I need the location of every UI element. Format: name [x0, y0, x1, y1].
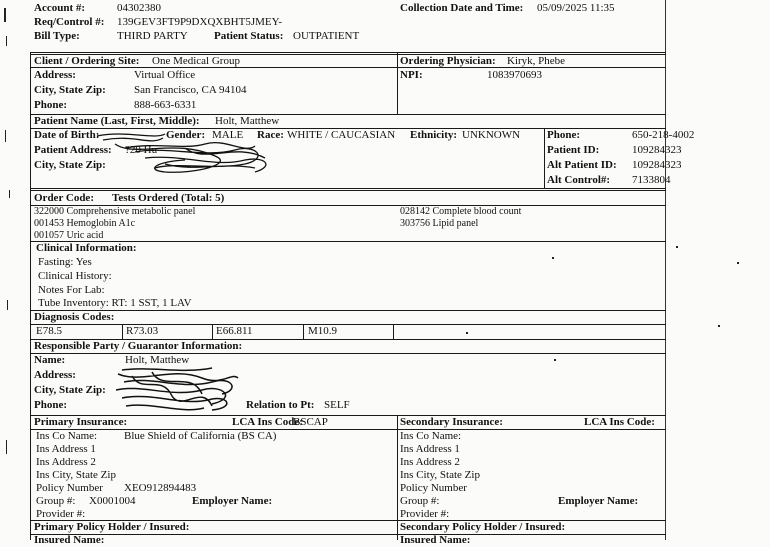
- client-city-value: San Francisco, CA 94104: [134, 84, 247, 96]
- ins-co-name-value: Blue Shield of California (BS CA): [124, 430, 277, 442]
- guarantor-title: Responsible Party / Guarantor Information:: [34, 340, 243, 352]
- patient-id-value: 109284323: [632, 144, 682, 156]
- policy-label: Policy Number: [36, 482, 103, 494]
- alt-patient-id-label: Alt Patient ID:: [547, 159, 617, 171]
- redaction-scribble: [112, 364, 244, 418]
- gender-label: Gender:: [166, 129, 206, 141]
- right-margin-line: [665, 0, 666, 540]
- guarantor-phone-label: Phone:: [34, 399, 67, 411]
- lca-code-label: LCA Ins Code:: [232, 416, 303, 428]
- frame-top: [30, 52, 666, 53]
- diagnosis-code: M10.9: [308, 325, 338, 337]
- req-label: Req/Control #:: [34, 16, 105, 28]
- clinical-notes: Notes For Lab:: [38, 284, 105, 296]
- secondary-insurance-label: Secondary Insurance:: [400, 416, 503, 428]
- policy-value: XEO912894483: [124, 482, 197, 494]
- insurance-divider: [397, 415, 398, 540]
- primary-holder-label: Primary Policy Holder / Insured:: [34, 521, 190, 533]
- client-phone-value: 888-663-6331: [134, 99, 197, 111]
- orders-line-top: [30, 188, 666, 189]
- order-code-label: Order Code:: [34, 192, 94, 204]
- clinical-title: Clinical Information:: [36, 242, 137, 254]
- race-label: Race:: [257, 129, 284, 141]
- patient-phone-label: Phone:: [547, 129, 580, 141]
- patient-id-divider: [544, 128, 545, 188]
- patient-status-value: OUTPATIENT: [293, 30, 360, 42]
- sec-group-label: Group #:: [400, 495, 440, 507]
- client-address-label: Address:: [34, 69, 76, 81]
- scan-speck: [718, 325, 720, 327]
- ins-co-name-label: Ins Co Name:: [36, 430, 98, 442]
- relation-label: Relation to Pt:: [246, 399, 315, 411]
- provider-label: Provider #:: [36, 508, 86, 520]
- sec-policy-label: Policy Number: [400, 482, 467, 494]
- holders-header-line: [30, 534, 666, 535]
- group-value: X0001004: [89, 495, 136, 507]
- client-site-label: Client / Ordering Site:: [34, 55, 140, 67]
- guarantor-address-label: Address:: [34, 369, 76, 381]
- order-item: 028142 Complete blood count: [400, 206, 522, 217]
- alt-patient-id-value: 109284323: [632, 159, 682, 171]
- sec-ins-city-label: Ins City, State Zip: [400, 469, 480, 481]
- guarantor-name-value: Holt, Matthew: [125, 354, 190, 366]
- ins-address2-label: Ins Address 2: [36, 456, 96, 468]
- collection-value: 05/09/2025 11:35: [537, 2, 615, 14]
- sec-ins-address1-label: Ins Address 1: [400, 443, 460, 455]
- patient-address-label: Patient Address:: [34, 144, 112, 156]
- patient-phone-value: 650-218-4002: [632, 129, 695, 141]
- patient-status-label: Patient Status:: [214, 30, 284, 42]
- order-item: 322000 Comprehensive metabolic panel: [34, 206, 196, 217]
- scan-speck: [737, 262, 739, 264]
- client-phone-label: Phone:: [34, 99, 67, 111]
- diagnosis-code: E66.811: [216, 325, 253, 337]
- primary-insurance-label: Primary Insurance:: [34, 416, 128, 428]
- scan-mark: [6, 36, 7, 46]
- sec-ins-address2-label: Ins Address 2: [400, 456, 460, 468]
- scan-mark: [6, 440, 7, 454]
- order-item: 001057 Uric acid: [34, 230, 104, 241]
- npi-label: NPI:: [400, 69, 423, 81]
- order-item: 001453 Hemoglobin A1c: [34, 218, 136, 229]
- scan-speck: [676, 246, 678, 248]
- clinical-tube: Tube Inventory: RT: 1 SST, 1 LAV: [38, 297, 192, 309]
- diagnosis-cell-divider: [212, 324, 213, 339]
- scan-mark: [7, 300, 8, 310]
- guarantor-city-label: City, State Zip:: [34, 384, 106, 396]
- lca-code-value: BSCAP: [293, 416, 328, 428]
- orders-line-top-2: [30, 190, 666, 191]
- physician-label: Ordering Physician:: [400, 55, 496, 67]
- ethnicity-value: UNKNOWN: [462, 129, 521, 141]
- secondary-lca-code-label: LCA Ins Code:: [584, 416, 655, 428]
- ethnicity-label: Ethnicity:: [410, 129, 458, 141]
- relation-value: SELF: [324, 399, 350, 411]
- alt-control-label: Alt Control#:: [547, 174, 611, 186]
- client-divider: [397, 52, 398, 114]
- employer-label: Employer Name:: [192, 495, 273, 507]
- npi-value: 1083970693: [487, 69, 542, 81]
- physician-value: Kiryk, Phebe: [507, 55, 566, 67]
- patient-address-partial: ?20 Hu: [125, 144, 158, 156]
- sec-provider-label: Provider #:: [400, 508, 450, 520]
- diagnosis-title: Diagnosis Codes:: [34, 311, 115, 323]
- scan-speck: [554, 359, 556, 361]
- client-address-value: Virtual Office: [134, 69, 196, 81]
- race-value: WHITE / CAUCASIAN: [287, 129, 396, 141]
- redaction-scribble: [95, 128, 285, 180]
- scan-mark: [4, 8, 6, 22]
- patient-id-label: Patient ID:: [547, 144, 600, 156]
- patient-city-label: City, State Zip:: [34, 159, 106, 171]
- clinical-history: Clinical History:: [38, 270, 112, 282]
- bill-type-label: Bill Type:: [34, 30, 80, 42]
- bill-type-value: THIRD PARTY: [117, 30, 188, 42]
- diagnosis-line-top: [30, 310, 666, 311]
- req-value: 139GEV3FT9P9DXQXBHT5JMEY-: [117, 16, 283, 28]
- insured-name-label: Insured Name:: [34, 534, 105, 546]
- diagnosis-cell-divider: [393, 324, 394, 339]
- gender-value: MALE: [212, 129, 244, 141]
- dob-label: Date of Birth:: [34, 129, 100, 141]
- scan-mark: [9, 190, 10, 198]
- collection-label: Collection Date and Time:: [400, 2, 524, 14]
- tests-ordered-label: Tests Ordered (Total: 5): [112, 192, 225, 204]
- scan-speck: [466, 332, 468, 334]
- order-item: 303756 Lipid panel: [400, 218, 479, 229]
- guarantor-name-label: Name:: [34, 354, 66, 366]
- diagnosis-cell-divider: [303, 324, 304, 339]
- sec-insured-name-label: Insured Name:: [400, 534, 471, 546]
- patient-name-value: Holt, Matthew: [215, 115, 280, 127]
- account-label: Account #:: [34, 2, 86, 14]
- diagnosis-code: E78.5: [36, 325, 62, 337]
- secondary-holder-label: Secondary Policy Holder / Insured:: [400, 521, 566, 533]
- client-site-value: One Medical Group: [152, 55, 240, 67]
- alt-control-value: 7133804: [632, 174, 671, 186]
- ins-city-label: Ins City, State Zip: [36, 469, 116, 481]
- frame-left: [30, 52, 31, 540]
- patient-name-label: Patient Name (Last, First, Middle):: [34, 115, 200, 127]
- account-value: 04302380: [117, 2, 161, 14]
- sec-ins-co-name-label: Ins Co Name:: [400, 430, 462, 442]
- clinical-fasting: Fasting: Yes: [38, 256, 92, 268]
- scan-speck: [552, 257, 554, 259]
- sec-employer-label: Employer Name:: [558, 495, 639, 507]
- group-label: Group #:: [36, 495, 76, 507]
- scan-mark: [5, 130, 6, 142]
- ins-address1-label: Ins Address 1: [36, 443, 96, 455]
- diagnosis-cell-divider: [122, 324, 123, 339]
- client-city-label: City, State Zip:: [34, 84, 106, 96]
- diagnosis-code: R73.03: [126, 325, 159, 337]
